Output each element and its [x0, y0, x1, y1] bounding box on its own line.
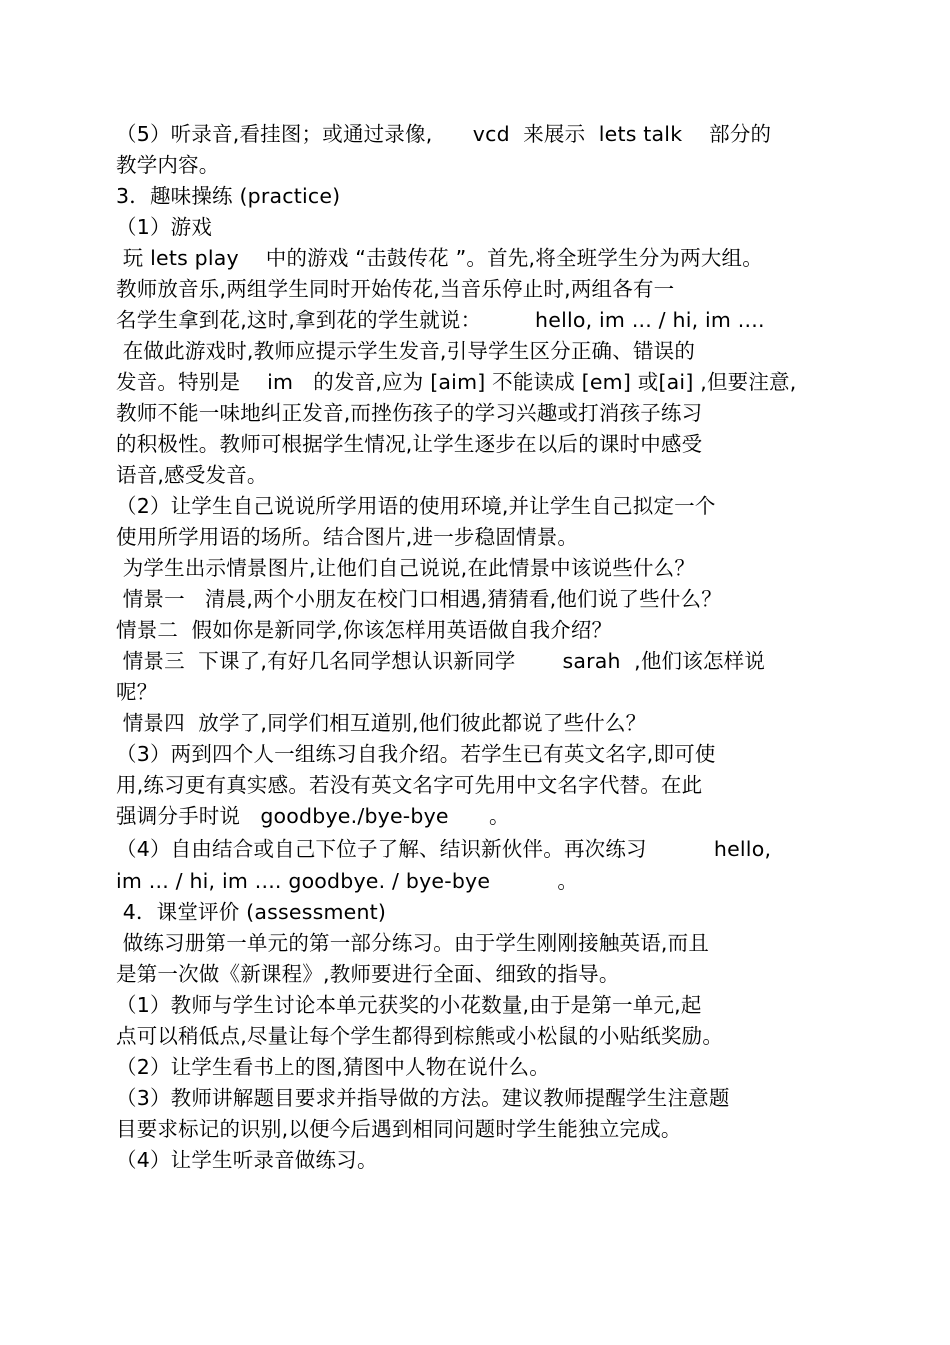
- text-line: 名学生拿到花,这时,拿到花的学生就说： hello, im ... / hi, im ....: [116, 308, 765, 332]
- text-line: （2）让学生自己说说所学用语的使用环境,并让学生自己拟定一个: [116, 494, 716, 518]
- text-line: 发音。特别是 im 的发音,应为 [aim] 不能读成 [em] 或[ai] ,但要注意,: [116, 370, 797, 394]
- text-line: （4）让学生听录音做练习。: [116, 1148, 378, 1172]
- text-line: 教师不能一味地纠正发音,而挫伤孩子的学习兴趣或打消孩子练习: [116, 401, 703, 425]
- text-line: 呢？: [116, 680, 158, 704]
- section-heading: 3．趣味操练 (practice): [116, 184, 341, 208]
- section-heading: 4．课堂评价 (assessment): [116, 900, 387, 924]
- text-line: （1）教师与学生讨论本单元获奖的小花数量,由于是第一单元,起: [116, 993, 702, 1017]
- text-line: 在做此游戏时,教师应提示学生发音,引导学生区分正确、错误的: [116, 339, 696, 363]
- text-line: 使用所学用语的场所。结合图片,进一步稳固情景。: [116, 525, 579, 549]
- text-line: im ... / hi, im .... goodbye. / bye-bye 。: [116, 869, 579, 893]
- text-line: 是第一次做《新课程》,教师要进行全面、细致的指导。: [116, 962, 620, 986]
- text-line: 情景二 假如你是新同学,你该怎样用英语做自我介绍？: [116, 618, 613, 642]
- text-line: （3）两到四个人一组练习自我介绍。若学生已有英文名字,即可使: [116, 742, 716, 766]
- text-line: 情景三 下课了,有好几名同学想认识新同学 sarah ,他们该怎样说: [116, 649, 766, 673]
- text-line: （5）听录音,看挂图；或通过录像, vcd 来展示 lets talk 部分的: [116, 122, 772, 146]
- text-line: 情景四 放学了,同学们相互道别,他们彼此都说了些什么？: [116, 711, 647, 735]
- text-line: 教学内容。: [116, 153, 220, 177]
- text-line: 目要求标记的识别,以便今后遇到相同问题时学生能独立完成。: [116, 1117, 682, 1141]
- text-line: （3）教师讲解题目要求并指导做的方法。建议教师提醒学生注意题: [116, 1086, 730, 1110]
- text-line: 语音,感受发音。: [116, 463, 268, 487]
- text-line: （2）让学生看书上的图,猜图中人物在说什么。: [116, 1055, 550, 1079]
- text-line: 做练习册第一单元的第一部分练习。由于学生刚刚接触英语,而且: [116, 931, 710, 955]
- text-line: 教师放音乐,两组学生同时开始传花,当音乐停止时,两组各有一: [116, 277, 675, 301]
- text-line: 为学生出示情景图片,让他们自己说说,在此情景中该说些什么？: [116, 556, 696, 580]
- text-line: 情景一 清晨,两个小朋友在校门口相遇,猜猜看,他们说了些什么？: [116, 587, 722, 611]
- text-line: 点可以稍低点,尽量让每个学生都得到棕熊或小松鼠的小贴纸奖励。: [116, 1024, 724, 1048]
- text-line: 用,练习更有真实感。若没有英文名字可先用中文名字代替。在此: [116, 773, 703, 797]
- text-line: 玩 lets play 中的游戏 “击鼓传花 ”。首先,将全班学生分为两大组。: [116, 246, 763, 270]
- text-line: （4）自由结合或自己下位子了解、结识新伙伴。再次练习 hello,: [116, 837, 772, 861]
- text-line: （1）游戏: [116, 215, 213, 239]
- text-line: 强调分手时说 goodbye./bye-bye 。: [116, 804, 510, 828]
- text-line: 的积极性。教师可根据学生情况,让学生逐步在以后的课时中感受: [116, 432, 703, 456]
